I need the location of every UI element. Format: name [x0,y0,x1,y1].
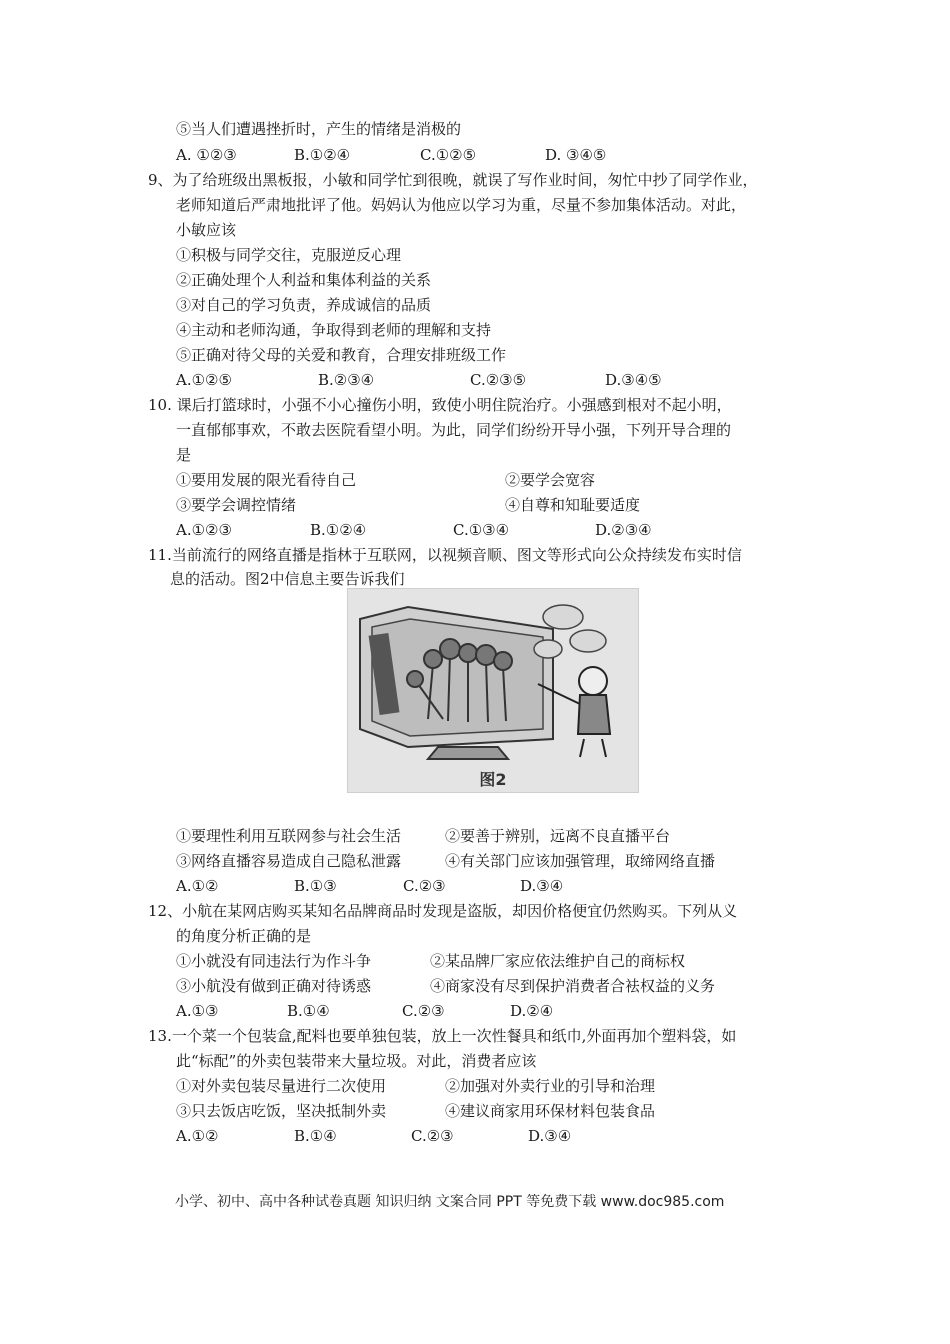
q9-option-c: C.②③⑤ [470,371,527,389]
cartoon-illustration [348,589,638,767]
q12-option-c: C.②③ [402,1002,445,1020]
q9-option-a: A.①②⑤ [176,371,232,389]
q9-item-1: ①积极与同学交往，克服逆反心理 [176,246,402,264]
q9-item-3: ③对自己的学习负责，养成诚信的品质 [176,296,432,314]
q12-option-d: D.②④ [510,1002,554,1020]
q9-stem-line-1: 9、为了给班级出黑板报，小敏和同学忙到很晚，就误了写作业时间，匆忙中抄了同学作业， [148,171,758,189]
q12-item-3: ③小航没有做到正确对待诱惑 [176,977,372,995]
q10-item-4: ④自尊和知耻要适度 [505,496,641,514]
q8-option-d: D. ③④⑤ [545,146,607,164]
q13-item-1: ①对外卖包装尽量进行二次使用 [176,1077,387,1095]
q11-option-c: C.②③ [403,877,446,895]
q9-option-d: D.③④⑤ [605,371,662,389]
q10-item-3: ③要学会调控情绪 [176,496,297,514]
q11-option-d: D.③④ [520,877,564,895]
q9-item-2: ②正确处理个人利益和集体利益的关系 [176,271,432,289]
q12-item-4: ④商家没有尽到保护消费者合袪权益的义务 [430,977,716,995]
q12-option-a: A.①③ [176,1002,219,1020]
q10-stem-line-2: 一直郁郁事欢，不敢去医院看望小明。为此，同学们纷纷开导小强，下列开导合理的 [176,421,732,439]
q10-item-2: ②要学会宽容 [505,471,596,489]
q13-item-3: ③只去饭店吃饭，坚决抵制外卖 [176,1102,387,1120]
q12-stem-line-1: 12、小航在某网店购买某知名品牌商品时发现是盗版，却因价格便宜仍然购买。下列从义 [148,902,738,920]
q13-item-4: ④建议商家用环保材料包装食品 [445,1102,656,1120]
footer-watermark-text: 小学、初中、高中各种试卷真题 知识归纳 文案合同 PPT 等免费下载 www.doc985.com [175,1194,725,1210]
q13-option-c: C.②③ [411,1127,454,1145]
q9-item-5: ⑤正确对待父母的关爱和教育，合理安排班级工作 [176,346,507,364]
q10-option-d: D.②③④ [595,521,652,539]
q10-option-a: A.①②③ [176,521,232,539]
q10-stem-line-3: 是 [176,446,192,464]
q9-item-4: ④主动和老师沟通，争取得到老师的理解和支持 [176,321,492,339]
q10-option-b: B.①②④ [310,521,367,539]
q8-option-a: A. ①②③ [176,146,237,164]
q11-stem-line-2: 息的活动。图2中信息主要告诉我们 [170,570,405,588]
q12-stem-line-2: 的角度分析正确的是 [176,927,312,945]
figure-caption: 图2 [479,770,507,789]
q13-stem-line-1: 13.一个菜一个包装盒,配料也要单独包装，放上一次性餐具和纸巾,外面再加个塑料袋，如 [148,1027,737,1045]
q12-option-b: B.①④ [287,1002,330,1020]
q9-stem-line-3: 小敏应该 [176,221,237,239]
q9-stem-line-2: 老师知道后严肃地批评了他。妈妈认为他应以学习为重，尽量不参加集体活动。对此， [176,196,747,214]
q10-stem-line-1: 10. 课后打篮球时，小强不小心撞伤小明，致使小明住院治疗。小强感到根对不起小明， [148,396,732,414]
q8-option-c: C.①②⑤ [420,146,477,164]
q13-stem-line-2: 此“标配”的外卖包装带来大量垃圾。对此，消费者应该 [176,1052,537,1070]
q11-option-a: A.①② [176,877,219,895]
q8-option-b: B.①②④ [294,146,351,164]
q13-option-b: B.①④ [294,1127,337,1145]
q12-item-1: ①小就没有同违法行为作斗争 [176,952,372,970]
q11-item-1: ①要理性利用互联网参与社会生活 [176,827,402,845]
q11-stem-line-1: 11.当前流行的网络直播是指林于互联网，以视频音顺、图文等形式向公众持续发布实时信 [148,546,742,564]
q13-option-d: D.③④ [528,1127,572,1145]
figure-2-cartoon [347,588,639,793]
q11-item-3: ③网络直播容易造成自己隐私泄露 [176,852,402,870]
q13-option-a: A.①② [176,1127,219,1145]
q13-item-2: ②加强对外卖行业的引导和治理 [445,1077,656,1095]
q9-option-b: B.②③④ [318,371,375,389]
q10-option-c: C.①③④ [453,521,510,539]
q11-item-4: ④有关部门应该加强管理，取缔网络直播 [445,852,716,870]
q12-item-2: ②某品牌厂家应依法维护自己的商标权 [430,952,686,970]
q11-option-b: B.①③ [294,877,337,895]
q11-item-2: ②要善于辨别，远离不良直播平台 [445,827,671,845]
q8-item-5: ⑤当人们遭遇挫折时，产生的情绪是消极的 [176,120,462,138]
q10-item-1: ①要用发展的限光看待自己 [176,471,357,489]
